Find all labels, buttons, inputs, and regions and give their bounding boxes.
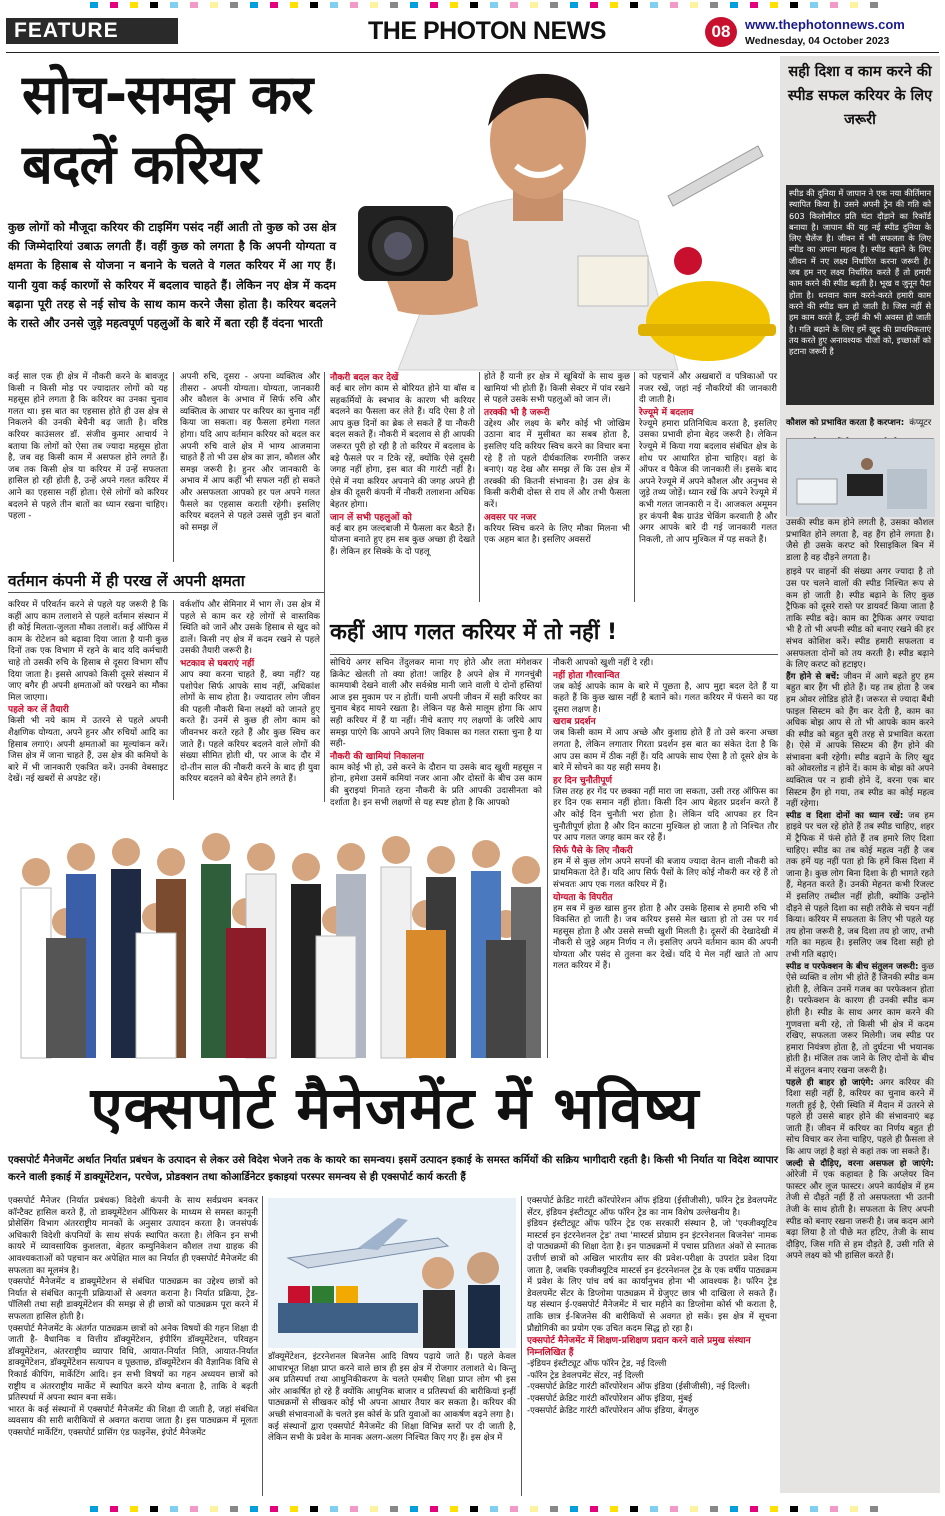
sidebar-body [786, 518, 934, 1493]
subheading: खराब प्रदर्शन [553, 717, 596, 728]
list-item: -एक्सपोर्ट क्रेडिट गारंटी कॉरपोरेशन ऑफ इंडिया, मुंबई [527, 1393, 693, 1404]
box-column-1 [330, 658, 542, 810]
lead-column-2: अपनी रुचि, दूसरा - अपना व्यक्तित्व और तीसरा - अपनी योग्यता। योग्यता, जानकारी और कौशल के अभाव में सिर्फ रुचि और व्यक्तित्व के आधार पर करियर का चुनाव नहीं किया जा सकता। वह फैसला हमेशा गलत होगा। यदि आप वर्तमान करियर को बदल कर अपनी रुचि वाले क्षेत्र में भाग्य आजमाना चाहते हैं तो भी उस क्षेत्र का ज्ञान, कौशल और समझ जरूरी है। हुनर और जानकारी के अभाव में आप कहीं भी सफल नहीं हो सकते और असफलता आपको हर पल अपने गलत फैसले का एहसास कराती रहेगी। इसलिए करियर बदलने से पहले उससे जुड़ी इन बातों को समझ लें [180, 372, 320, 533]
registration-swatch [230, 2, 238, 8]
registration-swatch [730, 1506, 738, 1512]
sidebar-section [786, 962, 934, 1078]
paragraph: रेज्यूमे हमारा प्रतिनिधित्व करता है, इसलिए उसका प्रभावी होना बेहद जरूरी है। लेकिन रेज्यूमे में किया गया बदलाव संबंधित क्षेत्र के शोध पर आधारित होना चाहिए। वहां के ऑफर व पैकेज की जानकारी लें। इसके बाद अपने रेज्यूमे में अपने कौशल और अनुभव से जुड़े तथ्य जोड़ें। ध्यान रखें कि अपने रेज्यूमे में कभी गलत जानकारी न दें। आजकल अमूमन हर कंपनी बैक ग्राउंड चेकिंग करवाती है और अगर आपके बारे दी गई जानकारी गलत निकली, तो आप मुश्किल में पड़ सकते हैं। [639, 418, 777, 545]
registration-swatch [810, 1506, 818, 1512]
paragraph: सोचिये अगर सचिन तेंदुलकर माना गए होते और लता मंगेशकर क्रिकेट खेलती तो क्या होता! जाहिर है अपने क्षेत्र में गगनचुंबी कामयाबी देखने वाली और सर्वश्रेष्ठ मानी जाने वाली ये दोनों हस्तियां आज इस मुकाम पर न होतीं। यानी अपनी जीवन में सही करियर का चुनाव बेहद मायने रखता है। लेकिन यह कैसे मालूम होगा कि आप सही करियर में हैं या नहीं। नीचे बताए गए लक्षणों के जरिये आप समझ पाएंगे कि आपने अपने लिए विकास का गलत रास्ता चुना है या सही- [330, 658, 542, 750]
subheading: नौकरी बदल कर देखें [330, 373, 399, 383]
registration-swatch [270, 2, 278, 8]
registration-swatch [790, 1506, 798, 1512]
sidebar-section [786, 1078, 934, 1159]
box-column-2 [553, 658, 778, 1058]
lead-headline-line1: सोच-समझ कर [22, 63, 313, 126]
registration-swatch [210, 2, 218, 8]
subheading: नौकरी की खामियां निकालना [330, 751, 424, 762]
sidebar-subheading: स्पीड व परफेक्शन के बीच संतुलन जरूरी: [786, 961, 919, 972]
paragraph: को पहचानें और अखबारों व पत्रिकाओं पर नजर रखें, जहां नई नौकरियों की जानकारी दी जाती है। [639, 372, 777, 406]
paragraph: काम कोई भी हो, उसे करने के दौरान या उसके बाद खुशी महसूस न होना, हमेशा उसमें कमियां नजर आना और दोस्तों के बीच उस काम की बुराइयां गिनाते रहना नौकरी के प्रति आपकी उदासीनता को दर्शाता है। इन सभी लक्षणों से यह स्पष्ट होता है कि आपको [330, 762, 542, 808]
paragraph: भारत के कई संस्थानों में एक्सपोर्ट मैनेजमेंट की शिक्षा दी जाती है, जहां संबंधित व्यवसाय की सारी बारीकियों से अवगत कराया जाता है। इस पाठ्यक्रम में मूलतः एक्सपोर्ट मार्केटिंग, एक्सपोर्ट प्रासिंग एंड फाइनेंस, इंपोर्ट मैनेजमेंट [8, 1404, 258, 1438]
registration-swatch [690, 1506, 698, 1512]
registration-swatch [110, 1506, 118, 1512]
registration-swatch [90, 1506, 98, 1512]
subheading: सिर्फ पैसे के लिए नौकरी [553, 845, 633, 856]
registration-swatch [870, 1506, 878, 1512]
paragraph: जिस तरह हर गेंद पर छक्का नहीं मारा जा सकता, उसी तरह ऑफिस का हर दिन एक समान नहीं होता। किसी दिन आप बेहतर प्रदर्शन करते हैं और कोई दिन चुनौती भरा होता है। लेकिन यदि आपका हर दिन चुनौतीपूर्ण होता है और दिन काटना मुश्किल हो जाता है तो निश्चित तौर पर आप गलत जगह काम कर रहे हैं। [553, 786, 778, 844]
paragraph: नौकरी आपको खुशी नहीं दे रही। [553, 658, 654, 668]
registration-swatch [310, 1506, 318, 1512]
registration-swatch [470, 1506, 478, 1512]
registration-swatch [90, 2, 98, 8]
registration-swatch [490, 2, 498, 8]
paragraph: कई संस्थानों द्वारा एक्सपोर्ट मैनेजमेंट की शिक्षा विभिन्न स्तरों पर दी जाती है, लेकिन सभी के प्रवेश के मानक अलग-अलग निश्चित किए गए हैं। इस क्षेत्र में [268, 1421, 516, 1444]
registration-swatch [550, 2, 558, 8]
registration-swatch [130, 2, 138, 8]
professionals-group-photo [6, 812, 546, 1060]
registration-swatch [850, 2, 858, 8]
paragraph: करियर में परिवर्तन करने से पहले यह जरूरी है कि कहीं आप काम तलाशने से पहले वर्तमान संस्थान में ही कोई मिलता-जुलता मौका तलाशें। कई ऑफिस में काम के रोटेशन को बढ़ावा दिया जाता है यानी कुछ दिनों तक एक विभाग में रहने के बाद यदि कर्मचारी चाहे तो उसकी रुचि के हिसाब से दूसरा विभाग सौंप दिया जाता है। इससे आपको किसी दूसरे संस्थान में जाए बगैर ही अपनी क्षमताओं को परखने का मौका मिल जाएगा। [8, 600, 168, 703]
registration-swatch [570, 2, 578, 8]
column-3 [330, 372, 475, 602]
sidebar-subheading: जल्दी से दौड़िए, वरना असफल हो जाएंगे: [786, 1158, 934, 1169]
registration-swatch [270, 1506, 278, 1512]
registration-swatch [430, 2, 438, 8]
registration-swatch [410, 2, 418, 8]
paragraph: कई बार लोग काम से बोरियत होने या बॉस व सहकर्मियों के स्वभाव के कारण भी करियर बदलने का फैसला कर लेते हैं। यदि ऐसा है तो आप कुछ दिनों का ब्रेक ले सकते हैं या नौकरी बदल सकते हैं। नौकरी में बदलाव से ही आपकी जरूरत पूरी हो रही है तो करियर में बदलाव के बड़े फैसले पर न टिके रहें, क्योंकि ऐसे दूसरी जगह नहीं होगा, इस बात की गारंटी नहीं है। ऐसे में नया करियर अपनाने की जगह अपने ही क्षेत्र की दूसरी कंपनी में नौकरी तलाशना अधिक बेहतर होगा। [330, 384, 475, 510]
export-column-1 [8, 1196, 258, 1496]
sidebar-intro: स्पीड की दुनिया में जापान ने एक नया कीर्तिमान स्थापित किया है। उसने अपनी ट्रेन की गति को 603 किलोमीटर प्रति घंटा दौड़ाने का रिकॉर्ड बनाया है। जापान की यह नई स्पीड दुनिया के लिए चैलेंज है। जीवन में भी सफलता के लिए स्पीड का अपना महत्व है। स्पीड बढ़ाने के लिए जीवन में नए लक्ष्य निर्धारित करना जरूरी है। जब हम नए लक्ष्य निर्धारित करते हैं तो हमारी काम करने की स्पीड बढ़ती है। भूख व जुनून पैदा होता है। धनवान काम करने-करते हमारी काम करने की स्पीड कम हो जाती है। जिस नहीं से हम काम करते हैं, उन्हीं की भी अवस्त हो जाती है। गति बढ़ाने के लिए हमें खुद की प्राथमिकताएं तय करते हुए अनावश्यक चीजों को, इच्छाओं को हटाना जरूरी है [786, 185, 934, 405]
column-5 [639, 372, 777, 602]
paragraph: उसकी स्पीड कम होने लगती है, उसका कौशल प्रभावित होने लगता है, वह हैंग होने लगता है। जैसे ही उसके करप्ट को रिसाइकिल बिन में डाला है वह दौड़ने लगता है। [786, 518, 934, 563]
registration-swatch [370, 1506, 378, 1512]
paragraph: एक्सपोर्ट मैनेजर (निर्यात प्रबंधक) विदेशी कंपनी के साथ सर्वप्रथम बनकर कॉन्टैक्ट हासिल करते हैं, तो डाक्यूमेंटेशन ऑफिसर के माध्यम से समस्त कानूनी प्रोसेसिंग विभाग अंतरराष्ट्रीय मानकों के अनुसार उत्पादन करता है। जनसंपर्क अधिकारी विदेशी कंपनियों के साथ संपर्क स्थापित करता है। लेकिन इन सभी कायरे में व्यावसायिक कुशलता, बेहतर कम्युनिकेशन कौशल तथा ग्राहक की आवश्यकताओं को पहचान कर अपेक्षित माल का निर्यात ही एक्सपोर्ट मैनेजमेंट की सफलता का मूलमंत्र है। [8, 1196, 258, 1276]
registration-swatch [330, 1506, 338, 1512]
registration-swatch [150, 1506, 158, 1512]
registration-swatch [350, 1506, 358, 1512]
registration-swatch [230, 1506, 238, 1512]
registration-swatch [750, 2, 758, 8]
registration-swatch [470, 2, 478, 8]
subheading: अवसर पर नजर [484, 512, 537, 523]
page-number [705, 17, 737, 47]
registration-swatch [650, 2, 658, 8]
paragraph: एक्सपोर्ट क्रेडिट गारंटी कॉरपोरेशन ऑफ इंडिया (ईसीजीसी), फॉरेन ट्रेड डेवलपमेंट सेंटर, इंडियन इंस्टीट्यूट ऑफ फॉरेन ट्रेड का नाम विशेष उल्लेखनीय है। [527, 1196, 777, 1218]
lead-column-1: कई साल एक ही क्षेत्र में नौकरी करने के बावजूद किसी न किसी मोड़ पर ज्यादातर लोगों को यह महसूस होने लगता है कि करियर का उनका चुनाव गलत था। इस बात का एहसास होते ही उस क्षेत्र से निकलने की उनकी बेचैनी बढ़ जाती है। वरिष्ठ करियर काउंसलर डॉ. संजीव कुमार आचार्य ने बताया कि लोगों को ऐसा तब ज्यादा महसूस होता है, जब वह किसी काम में असफल होने लगते हैं। जब तक किसी क्षेत्र या करियर में उन्हें सफलता हासिल हो रही होती है, उन्हें अपने गलत करियर में आने का एहसास नहीं होता। ऐसे लोगों को करियर बदलने से पहले तीन बातों का ध्यान रखना चाहिए। पहला - [8, 372, 168, 522]
registration-swatch [130, 1506, 138, 1512]
registration-swatch [390, 2, 398, 8]
registration-swatch [350, 2, 358, 8]
registration-swatch [530, 1506, 538, 1512]
registration-swatch [250, 1506, 258, 1512]
section2-column-1 [8, 600, 168, 802]
registration-swatch [250, 2, 258, 8]
paragraph: करियर स्विच करने के लिए मौका मिलना भी एक अहम बात है। इसलिए अवसरों [484, 523, 630, 546]
registration-swatch [750, 1506, 758, 1512]
registration-swatch [610, 1506, 618, 1512]
list-item: -एक्सपोर्ट क्रेडिट गारंटी कॉरपोरेशन ऑफ इंडिया, बेंगलुरु [527, 1405, 699, 1416]
registration-swatch [630, 2, 638, 8]
registration-swatch [710, 1506, 718, 1512]
paragraph: जब किसी काम में आप अच्छे और कुशाग्र होते हैं तो उसे करना अच्छा लगता है, लेकिन लगातार गिरता प्रदर्शन इस बात का संकेत देता है कि आप उस काम में ठीक नहीं हैं। यदि आपके साथ ऐसा है तो दूसरे क्षेत्र के बारे में सोचने का यह सही समय है। [553, 728, 778, 774]
registration-swatch [630, 1506, 638, 1512]
registration-swatch [410, 1506, 418, 1512]
sidebar-section [786, 811, 934, 962]
registration-swatch [830, 1506, 838, 1512]
paragraph: हम में से कुछ लोग अपने सपनों की बजाय ज्यादा वेतन वाली नौकरी को प्राथमिकता देते हैं। यदि आप सिर्फ पैसों के लिए कोई नौकरी कर रहे हैं तो संभवतः आप एक गलत करियर में हैं। [553, 856, 778, 890]
registration-swatch [290, 1506, 298, 1512]
registration-swatch [670, 2, 678, 8]
registration-swatch [570, 1506, 578, 1512]
list-item: -एक्सपोर्ट क्रेडिट गारंटी कॉरपोरेशन ऑफ इंडिया (ईसीजीसी), नई दिल्ली। [527, 1382, 751, 1393]
subheading: रेज्यूमे में बदलाव [639, 407, 694, 418]
paragraph: उद्देश्य और लक्ष्य के बगैर कोई भी जोखिम उठाना बाद में मुसीबत का सबब होता है, इसलिए यदि करियर स्विच करने का विचार बना रहे हैं तो पहले दीर्घकालिक रणनीति जरूर बनाएं। यह देख और समझ लें कि उस क्षेत्र में तरक्की की कितनी संभावना है। उस क्षेत्र के किसी करीबी दोस्त से राय लें और तभी फैसला करें। [484, 418, 630, 510]
institutes-list-title: एक्सपोर्ट मैनेजमेंट में शिक्षण-प्रशिक्षण प्रदान करने वाले प्रमुख संस्थान निम्नलिखित हैं [527, 1336, 751, 1359]
registration-swatch [510, 2, 518, 8]
paragraph: एक्सपोर्ट मैनेजमेंट के अंतर्गत पाठ्यक्रम छात्रों को अनेक विषयों की गहन शिक्षा दी जाती है- वैधानिक व वित्तीय डॉक्यूमेंटेशन, इंपीरिंग डॉक्यूमेंटेशन, परिवहन डॉक्यूमेंटेशन, अंतरराष्ट्रीय व्यापार विधि, आयात-निर्यात निति, आयात-निर्यात डाक्यूमेंटेशन, डॉक्यूमेंटेशन सत्यापन व पूछताछ, डॉक्यूमेंटेशन की वैज्ञानिक विधि से रिकार्ड कीपिंग, मार्केटिंग आदि। इन सभी विषयों का गहन अध्ययन छात्रों को राष्ट्रीय व अंतरराष्ट्रीय मार्केट में स्थापित करने योग्य बनाता है, ताकि वे बढ़ती प्रतिस्पर्धा में अपना स्थान बना सकें। [8, 1323, 258, 1404]
institutes-list [527, 1359, 777, 1417]
office-photo [786, 438, 934, 516]
registration-swatch [430, 1506, 438, 1512]
registration-swatch [170, 1506, 178, 1512]
registration-swatch [290, 2, 298, 8]
registration-swatch [190, 2, 198, 8]
paragraph: डॉक्यूमेंटेशन, इंटरनेशनल बिजनेस आदि विषय पढ़ाये जाते हैं। पहले केवल आधारभूत शिक्षा प्राप्त करने वाले छात्र ही इस क्षेत्र में रोजगार तलाशते थे। किन्तु अब प्रतिस्पर्धा तथा आधुनिकीकरण के चलते एमबीए शिक्षा प्राप्त लोग भी इस ओर आकर्षित हो रहे हैं क्योंकि आधुनिक बाजार व प्रतिस्पर्धा की बारीकियां इन्हीं पाठ्यक्रमों से सीखकर कोई भी अपना आधार तैयार कर सकता है। करियर की अच्छी संभावनाओं के चलते इस कोर्स के प्रति युवाओं का आकर्षण बढ़ने लगा है। [268, 1352, 516, 1420]
paragraph: वर्कशॉप और सेमिनार में भाग लें। उस क्षेत्र में पहले से काम कर रहे लोगों से वास्तविक स्थिति को जानें और उसके हिसाब से खुद को ढालें। किसी नए क्षेत्र में कदम रखने से पहले उसकी तैयारी जरूरी है। [180, 600, 320, 657]
registration-swatch [710, 2, 718, 8]
registration-swatch [490, 1506, 498, 1512]
export-column-3 [527, 1196, 777, 1496]
paragraph: हम सब में कुछ खास हुनर होता है और उसके हिसाब से हमारी रुचि भी विकसित हो जाती है। जब करियर इससे मेल खाता हो तो उस पर गर्व महसूस होता है और उससे सच्ची खुशी मिलती है। दूसरों की देखादेखी में नौकरी से जुड़े अहम निर्णय न लें। इसलिए अपने वर्तमान काम की अपनी योग्यता और पसंद से तुलना कर देखें। यदि ये मेल नहीं खाते तो आप गलत करियर में हैं। [553, 903, 778, 972]
paragraph: हाइवे पर वाहनों की संख्या अगर ज्यादा है तो उस पर चलने वालों की स्पीड निश्चित रूप से कम हो जाती है। स्पीड बढ़ाने के लिए कुछ ट्रैफिक को दूसरे रास्ते पर डायवर्ट किया जाता है ताकि स्पीड बढ़े। काम का ट्रैफिक अगर ज्यादा भी है तो भी अपनी स्पीड को बनाए रखने की हर संभव कोशिश करें। स्पीड हमारी सफलता व असफलता दोनों को तय करती है। स्पीड बढ़ाने के लिए करप्ट को हटाइए। [786, 567, 934, 671]
paragraph: होते हैं यानी हर क्षेत्र में खूबियों के साथ कुछ खामियां भी होती हैं। किसी सेक्टर में पांव रखने से पहले उसके सभी पहलुओं को जान लें। [484, 372, 630, 406]
registration-swatch [530, 2, 538, 8]
sidebar-section [786, 1159, 934, 1263]
paragraph: इंडियन इंस्टीट्यूट ऑफ फॉरेन ट्रेड एक सरकारी संस्थान है, जो 'एक्जीक्यूटिव मास्टर्स इन इंटरनेशनल ट्रेड' तथा 'मास्टर्स प्रोग्राम इन इंटरनेशनल बिजनेस' नामक दो पाठ्यक्रमों की शिक्षा देता है। इन पाठ्यक्रमों में पचास प्रतिशत अंकों से स्नातक उत्तीर्ण छात्रों को अखिल भारतीय स्तर की प्रवेश-परीक्षा के उपरांत प्रवेश दिया जाता है, जबकि एक्जीक्यूटिव मास्टर्स इन इंटरनेशनल ट्रेड के एक वर्षीय पाठ्यक्रम में प्रवेश के लिए पांच वर्ष का कार्यानुभव होना भी आवश्यक है। फॉरेन ट्रेड डेवलपमेंट सेंटर के डिप्लोमा पाठ्यक्रम में ग्रेजुएट छात्र भी दाखिला ले सकते हैं। यह संस्थान ई-एक्सपोर्ट मैनेजमेंट में चार महीने का डिप्लोमा कोर्स भी कराता है, ताकि छात्र ई-बिजनेस की बारीकियों से अवगत हो सकें। इस क्षेत्र में सूचना प्रौद्योगिकी का प्रयोग एक उचित कदम सिद्ध हो रहा है। [527, 1219, 777, 1334]
list-item: -फॉरेन ट्रेड डेवलपमेंट सेंटर, नई दिल्ली [527, 1370, 644, 1381]
subheading: भटकाव से घबराएं नहीं [180, 658, 255, 669]
registration-swatch [150, 2, 158, 8]
registration-swatch [510, 1506, 518, 1512]
page-number-text: 08 [711, 22, 731, 41]
sidebar-subheading: पहले ही बाहर हो जाएंगे: [786, 1077, 874, 1088]
list-item: -इंडियन इंस्टीट्यूट ऑफ फॉरेन ट्रेड, नई दिल्ली [527, 1359, 667, 1370]
section-tag [6, 18, 178, 44]
masthead: THE PHOTON NEWS [368, 17, 606, 45]
registration-swatch [450, 1506, 458, 1512]
paragraph: अगर करियर की दिशा सही नहीं है, करियर का चुनाव करने में गलती हुई है, ऐसी स्थिति में मैदान में उतरने से पहले ही उससे बाहर होने की संभावनाएं बढ़ जाती हैं। जीवन में करियर का निर्णय बहुत ही सोच विचार कर लेना चाहिए, पहले ही फ़ैसला ले कि आप जहां है वहां से कहां तक जा सकते हैं। [786, 1077, 934, 1158]
paragraph: जीवन में आगे बढ़ते हुए हम बहुत बार हैंग भी होते हैं। यह तब होता है जब हम ओवर लोडिड होते हैं। जरूरत से ज्यादा बैंथी फाइल सिस्टम को हैंग कर देती है, काम का अधिक बोझ आप से तो भी आपके काम करने की स्पीड को बहुत बुरी तरह से प्रभावित करता है। ऐसे में आपके सिस्टम की हैंग होने की संभावना बनी रहेगी। स्पीड बढ़ाने के लिए खुद को ओवरलोड न होने दें। काम के बोझ को अपने व्यक्तित्व पर न हावी होने दें, वरना एक बार सिस्टम हैंग हो गया, तब स्पीड का कोई महत्व नहीं रहेगा। [786, 671, 935, 810]
registration-swatch [450, 2, 458, 8]
paragraph: जब हम हाइवे पर चल रहे होते हैं तब स्पीड चाहिए, शहर में ट्रैफिक में फंसे होते हैं तब हमारे लिए दिशा चाहिए। स्पीड का तब कोई महत्व नहीं है जब तक हमें यह नहीं पता हो कि हमें किस दिशा में जाना है। कुछ लोग बिना दिशा के ही भागते रहते हैं, मेहनत करते हैं। उनकी मेहनत कभी रिजल्ट में इसलिए तब्दील नहीं होती, क्योंकि उन्होंने दौड़ने से पहले दिशा का सही तरीके से चयन नहीं किया। करियर में सफलता के लिए भी पहले यह तय होना जरूरी है, जब दिशा तय हो जाए, तभी गति का महत्व है। इसलिए जब दिशा सही हो तभी गति बढ़ाएं। [786, 810, 934, 960]
paragraph: कंप्यूटर [909, 418, 932, 428]
lead-headline-line2: बदलें करियर [22, 133, 260, 196]
registration-swatch [170, 2, 178, 8]
issue-date: Wednesday, 04 October 2023 [745, 35, 890, 47]
export-headline: एक्सपोर्ट मैनेजमेंट में भविष्य [90, 1074, 700, 1142]
lead-photo [338, 56, 776, 370]
sidebar-subheading: कौशल को प्रभावित करता है करप्शन: [786, 418, 905, 428]
registration-swatch [830, 2, 838, 8]
registration-swatch [770, 2, 778, 8]
wrong-career-headline: कहीं आप गलत करियर में तो नहीं ! [330, 620, 618, 645]
registration-swatch [310, 2, 318, 8]
subheading: तरक्की भी है जरूरी [484, 407, 550, 418]
sidebar-subheading: हैंग होने से बचें: [786, 671, 840, 682]
sidebar-headline: सही दिशा व काम करने की स्पीड सफल करियर के लिए जरूरी [787, 64, 933, 128]
section-label: FEATURE [14, 19, 119, 42]
export-intro: एक्सपोर्ट मैनेजमेंट अर्थात निर्यात प्रबंधन के उत्पादन से लेकर उसे विदेश भेजने तक के कायरे का समन्वय। इसमें उत्पादन इकाई के समस्त कर्मियों की सक्रिय भागीदारी रहती है। किसी भी निर्यात या विदेश व्यापार करने वाली इकाई में डाक्यूमेंटेशन, परचेज, प्रोडक्शन तथा कोआर्डिनेटर इकाइयां परस्पर समन्वय से ही एक्सपोर्ट कार्य करती हैं [8, 1155, 778, 1183]
lead-intro: कुछ लोगों को मौजूदा करियर की टाइमिंग पसंद नहीं आती तो कुछ को उस क्षेत्र की जिम्मेदारियां उबाऊ लगती हैं। वहीं कुछ को लगता है कि अपनी योग्यता व क्षमता के हिसाब से योजना न बनाने के चलते वे गलत करियर में आ गए हैं। यानी युवा कई कारणों से करियर में बदलाव चाहते हैं। लेकिन नए क्षेत्र में कदम बढ़ाना पूरी तरह से नई सोच के साथ काम करने जैसा होता है। करियर बदलने के रास्ते और उनसे जुड़े महत्वपूर्ण पहलुओं के बारे में बता रही हैं वंदना भारती [8, 220, 336, 331]
registration-swatch [690, 2, 698, 8]
paragraph: किसी भी नये काम में उतरने से पहले अपनी शैक्षणिक योग्यता, अपने हुनर और रुचियों आदि का हिसाब लगाएं। अपनी क्षमताओं का मूल्यांकन करें। जिस क्षेत्र में जाना चाहते हैं, उस क्षेत्र की कमियों के बारे में भी जानकारी एकत्रित करें। उनकी वेबसाइट देखें। नई खबरों से अपडेट रहें। [8, 716, 168, 785]
sidebar-subheading: स्पीड व दिशा दोनों का ध्यान रखें: [786, 810, 904, 821]
subheading: जान लें सभी पहलुओं को [330, 512, 412, 523]
sidebar-section [786, 672, 934, 811]
paragraph: एक्सपोर्ट मैनेजमेंट व डाक्यूमेंटेशन से संबंधित पाठ्यक्रम का उद्देश्य छात्रों को निर्यात से संबंधित कानूनी प्रक्रियाओं से अवगत कराना है। निर्यात प्रक्रिया, ट्रेड-पॉलिसी तथा सही डाक्यूमेंटेशन की समझ से ही छात्रों को पाठ्यक्रम पूरा करने में सफलता हासिल होती है। [8, 1277, 258, 1322]
export-column-2 [268, 1352, 516, 1496]
registration-swatch [590, 1506, 598, 1512]
registration-swatch [610, 2, 618, 8]
registration-swatch [330, 2, 338, 8]
paragraph: आप क्या करना चाहते हैं, क्या नहीं? यह पशोपेश सिर्फ आपके साथ नहीं, अधिकांश लोगों के साथ होता है। ज्यादातर लोग जीवन की पहली नौकरी बिना लक्ष्यों को जानते हुए करते हैं। उनमें से कुछ ही लोग काम को जीवनभर करते रहते हैं और कुछ स्विच कर जाते हैं। पहले करियर बदलने वाले लोगों की संख्या सीमित होती थी, पर आज के दौर में दो-तीन साल की नौकरी करने के बाद ही युवा करियर बदलने को बेचैन होने लगते हैं। [180, 669, 320, 785]
paragraph: कई बार हम जल्दबाजी में फैसला कर बैठते हैं। योजना बनाते हुए हम सब कुछ अच्छा ही देखते हैं। लेकिन हर सिक्के के दो पहलू [330, 523, 475, 557]
section-headline: वर्तमान कंपनी में ही परख लें अपनी क्षमता [8, 570, 324, 593]
subheading: योग्यता के विपरीत [553, 892, 613, 903]
registration-swatch [650, 1506, 658, 1512]
subheading: पहले कर लें तैयारी [8, 705, 69, 716]
paragraph: कुछ ऐसे व्यक्ति व लोग भी होते हैं जिनकी स्पीड कम होती है, लेकिन उनमें गजब का परफेक्शन होता है। परफेक्शन के कारण ही उनकी स्पीड कम होती है। स्पीड के साथ अगर काम करने की गुणवत्ता बनी रहे, तो किसी भी क्षेत्र में कदम रखिए, सफलता जरूर मिलेगी। जब स्पीड पर हमारा नियंत्रण होता है, तो दुर्घटना भी भयानक होती है। मंजिल तक जाने के लिए दोनों के बीच में संतुलन बनाए रखना जरूरी है। [786, 961, 934, 1076]
registration-swatch [590, 2, 598, 8]
registration-swatch [850, 1506, 858, 1512]
section2-column-2 [180, 600, 320, 802]
registration-swatch [390, 1506, 398, 1512]
registration-swatch [370, 2, 378, 8]
registration-swatch [870, 2, 878, 8]
paragraph: जब कोई आपके काम के बारे में पूछता है, आप मुद्दा बदल देते हैं या कहते हैं कि कुछ खास नहीं है बताने को। गलत करियर में फंसने का यह दूसरा लक्षण है। [553, 681, 778, 715]
registration-swatch [110, 2, 118, 8]
sidebar-text-1 [786, 410, 934, 436]
registration-swatch [810, 2, 818, 8]
registration-swatch [190, 1506, 198, 1512]
export-photo [268, 1198, 516, 1348]
paragraph: ओरेजी में एक कहावत है कि अप्लेयर विन फास्टर और लूज फास्टर। अपने कार्यक्षेत्र में हम तेजी से दौड़ते नहीं हैं तो असफलता भी उतनी तेजी के साथ होती है। सफलता के लिए अपनी स्पीड को बनाए रखना जरूरी है। जब कदम आगे बढ़ा लिया है तो पीछे मत हटिए, तेजी के साथ दौड़िए, जिस गति से हम दौड़ते हैं, उसी गति से अपने लक्ष्य को भी हासिल करते हैं। [786, 1170, 934, 1262]
registration-swatch [210, 1506, 218, 1512]
registration-swatch [770, 1506, 778, 1512]
registration-swatch [790, 2, 798, 8]
subheading: नहीं होता गौरवान्वित [553, 670, 620, 681]
registration-swatch [670, 1506, 678, 1512]
column-4 [484, 372, 630, 602]
registration-swatch [730, 2, 738, 8]
registration-swatch [550, 1506, 558, 1512]
subheading: हर दिन चुनौतीपूर्ण [553, 775, 612, 786]
lead-headline [22, 60, 342, 200]
website-url[interactable]: www.thephotonnews.com [745, 17, 905, 32]
